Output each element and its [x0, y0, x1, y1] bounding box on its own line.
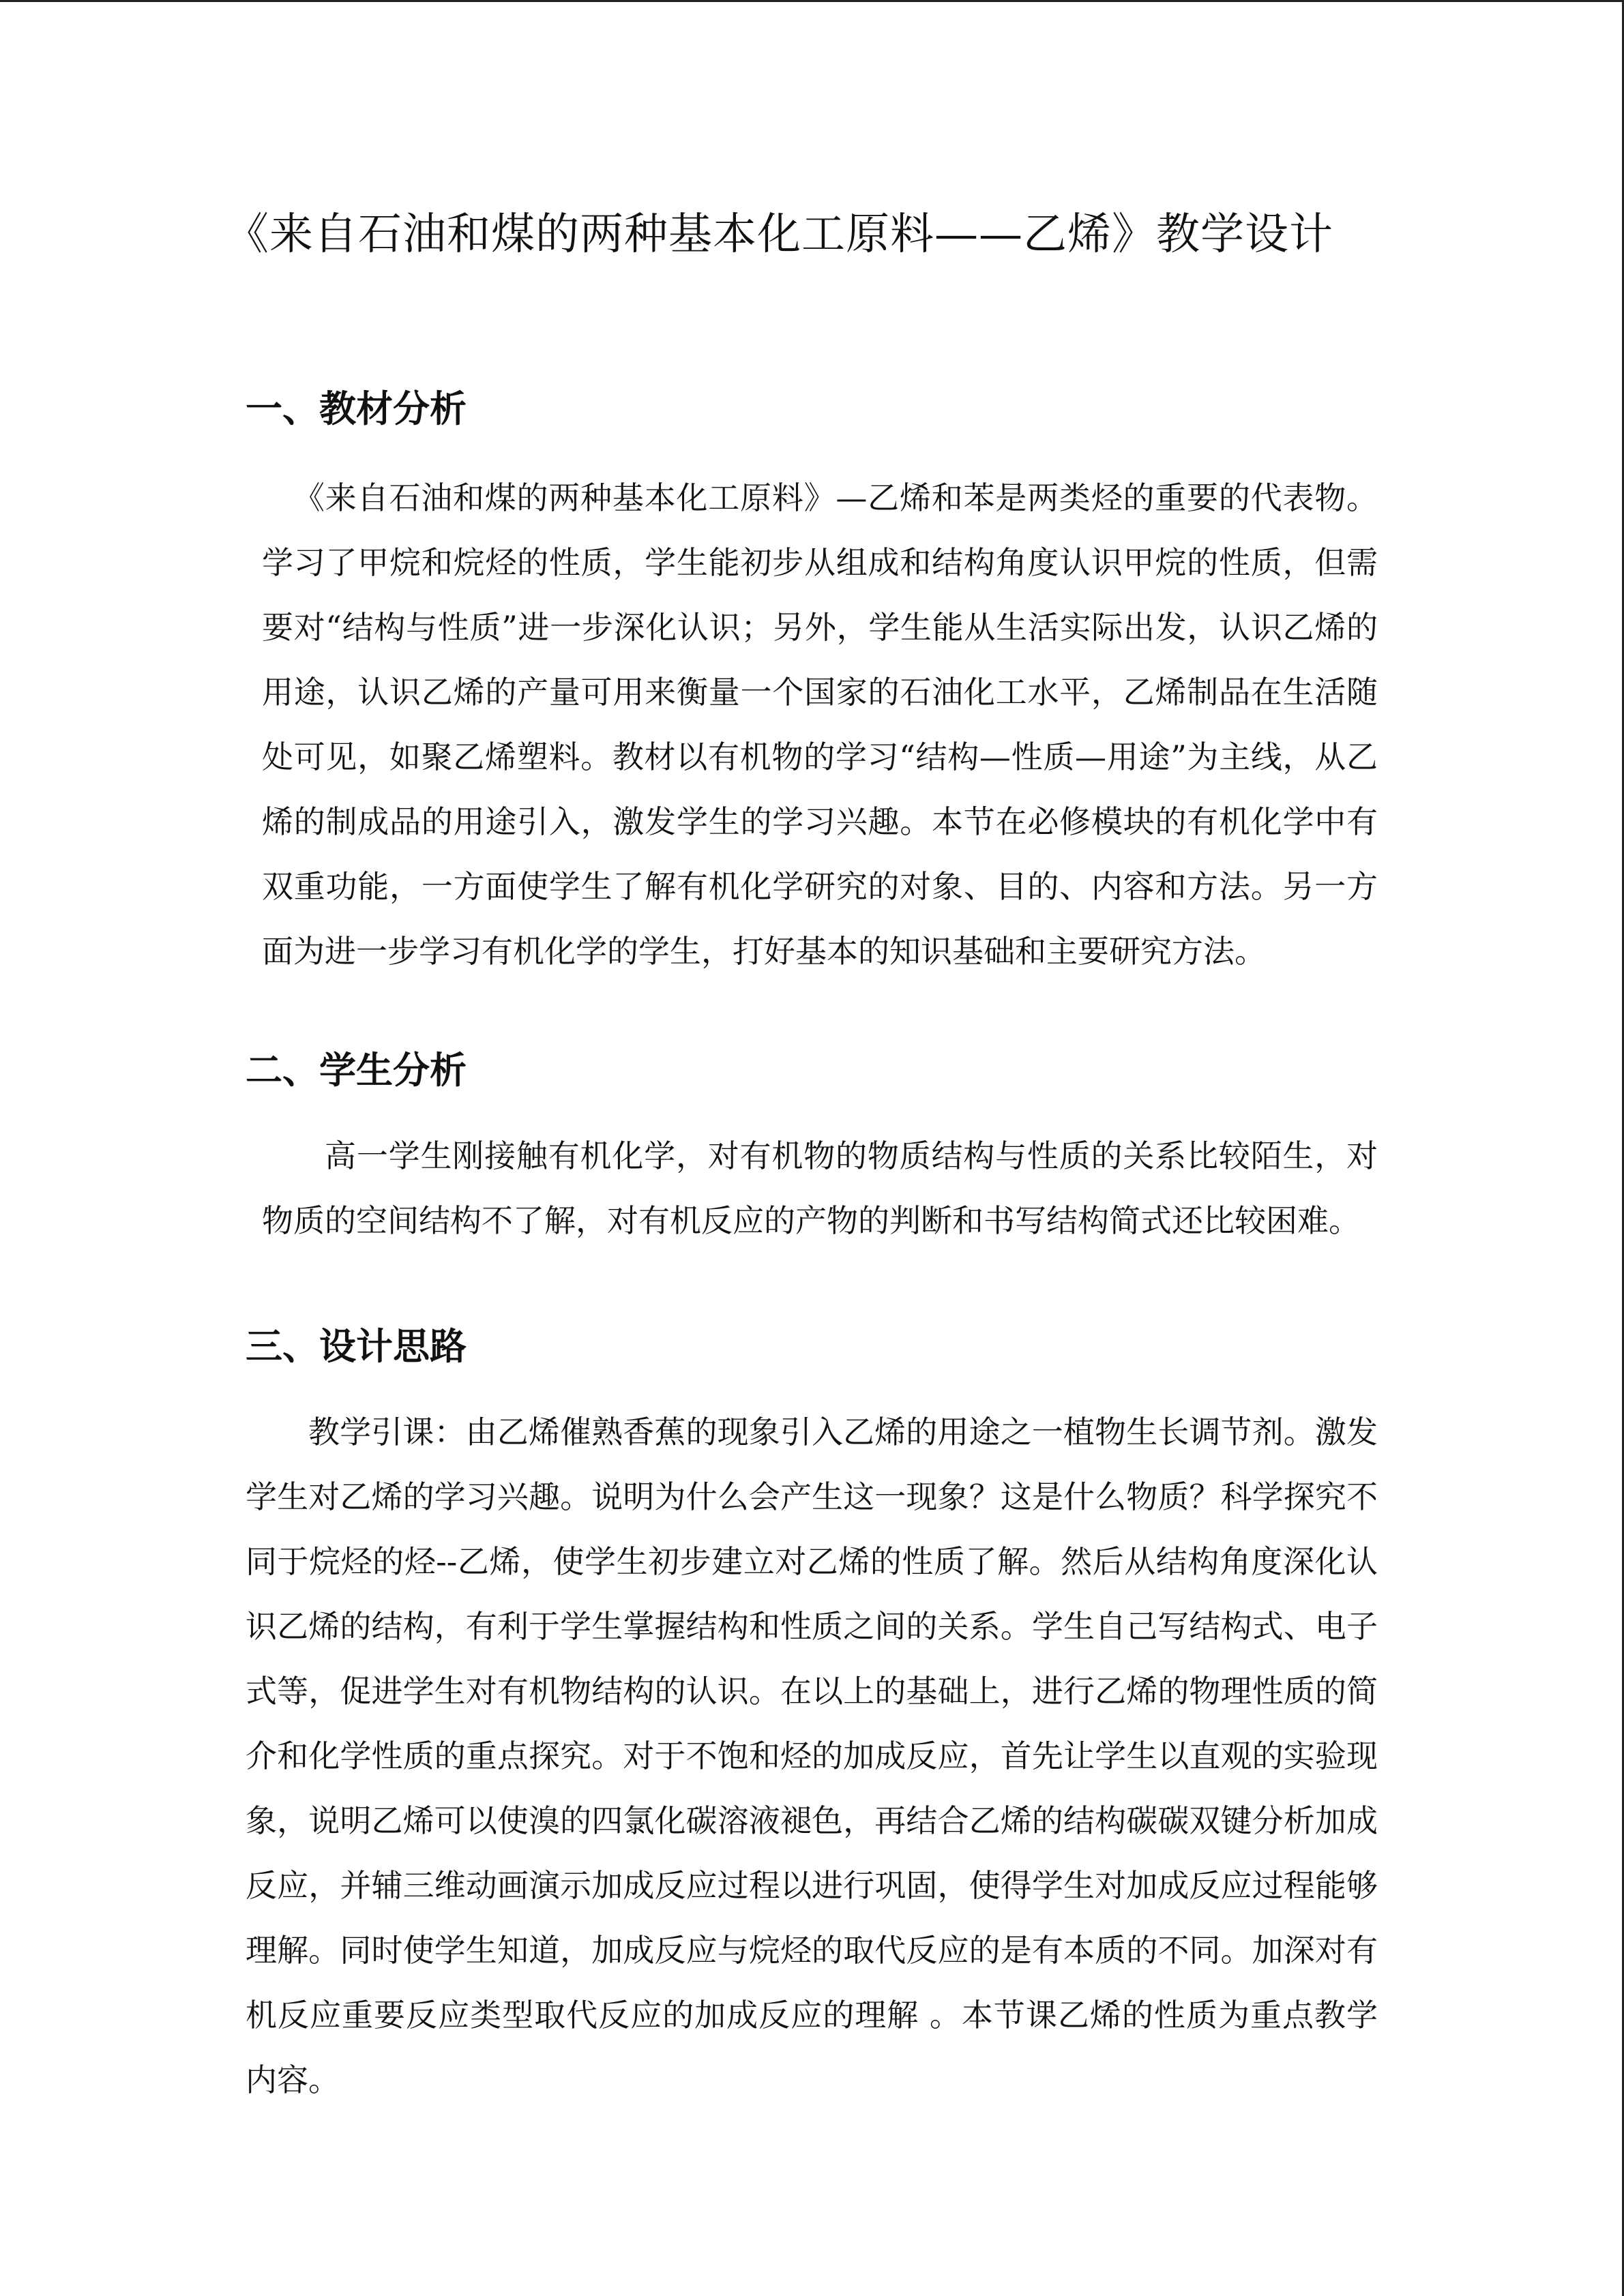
document-title: 《来自石油和煤的两种基本化工原料——乙烯》教学设计: [225, 209, 1333, 260]
section-paragraph-textbook-analysis: 《来自石油和煤的两种基本化工原料》—乙烯和苯是两类烃的重要的代表物。学习了甲烷和烷烃的性质，学生能初步从组成和结构角度认识甲烷的性质，但需要对“结构与性质”进一步深化认识；另外，学生能从生活实际出发，认识乙烯的用途，认识乙烯的产量可用来衡量一个国家的石油化工水平，乙烯制品在生活随处可见，如聚乙烯塑料。教材以有机物的学习“结构—性质—用途”为主线，从乙烯的制成品的用途引入，激发学生的学习兴趣。本节在必修模块的有机化学中有双重功能，一方面使学生了解有机化学研究的对象、目的、内容和方法。另一方面为进一步学习有机化学的学生，打好基本的知识基础和主要研究方法。: [262, 479, 1378, 970]
section-heading-design-ideas: 三、设计思路: [246, 1325, 467, 1368]
section-heading-student-analysis: 二、学生分析: [246, 1049, 467, 1092]
section-heading-textbook-analysis: 一、教材分析: [246, 387, 467, 430]
section-paragraph-student-analysis: 高一学生刚接触有机化学，对有机物的物质结构与性质的关系比较陌生，对物质的空间结构不了解，对有机反应的产物的判断和书写结构简式还比较困难。: [262, 1137, 1378, 1239]
section-paragraph-design-ideas: 教学引课：由乙烯催熟香蕉的现象引入乙烯的用途之一植物生长调节剂。激发学生对乙烯的学习兴趣。说明为什么会产生这一现象？这是什么物质？科学探究不同于烷烃的烃--乙烯，使学生初步建立对乙烯的性质了解。然后从结构角度深化认识乙烯的结构，有利于学生掌握结构和性质之间的关系。学生自己写结构式、电子式等，促进学生对有机物结构的认识。在以上的基础上，进行乙烯的物理性质的简介和化学性质的重点探究。对于不饱和烃的加成反应，首先让学生以直观的实验现象，说明乙烯可以使溴的四氯化碳溶液褪色，再结合乙烯的结构碳碳双键分析加成反应，并辅三维动画演示加成反应过程以进行巩固，使得学生对加成反应过程能够理解。同时使学生知道，加成反应与烷烃的取代反应的是有本质的不同。加深对有机反应重要反应类型取代反应的加成反应的理解 。本节课乙烯的性质为重点教学内容。: [246, 1414, 1378, 2098]
